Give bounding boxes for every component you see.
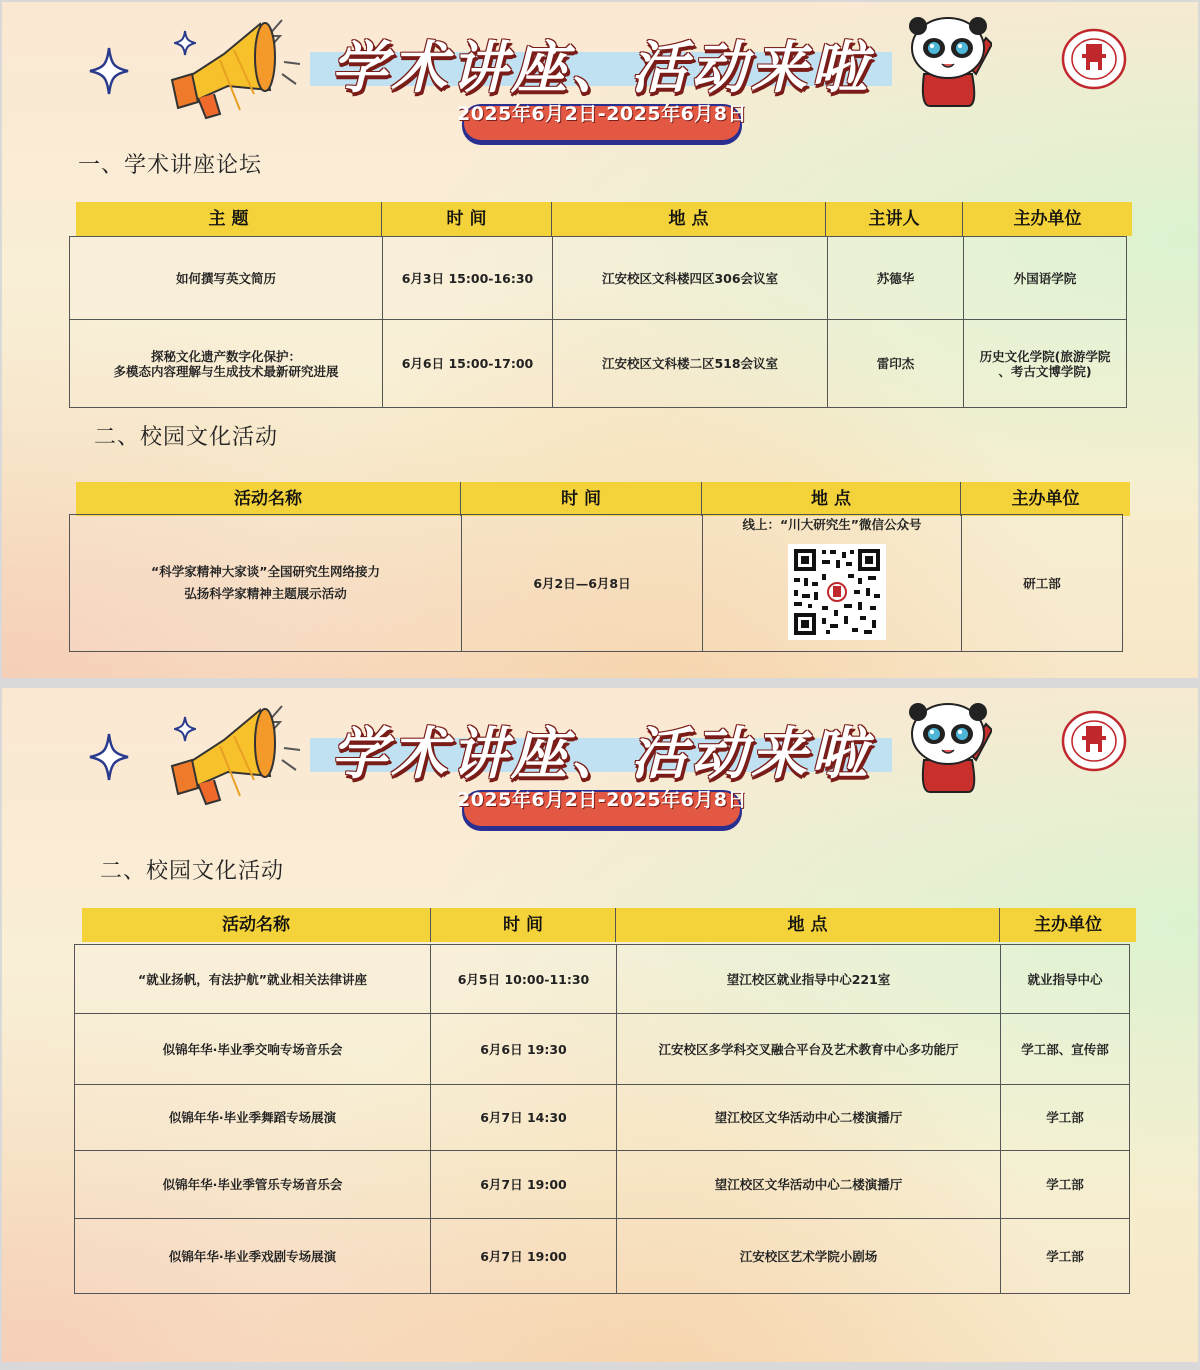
poster-page-2 [2, 688, 1198, 1362]
header-time: 时 间 [382, 202, 552, 236]
activity-place-text: 线上：“川大研究生”微信公众号 [742, 517, 922, 532]
header-time: 时 间 [461, 482, 702, 516]
megaphone-icon [164, 14, 302, 126]
table-row-1-time: 6月3日 15:00-16:30 [383, 237, 553, 320]
page-title: 学术讲座、活动来啦 [331, 35, 871, 101]
header-speaker: 主讲人 [826, 202, 963, 236]
activity-time: 6月2日—6月8日 [462, 515, 703, 651]
header-host: 主办单位 [1011, 489, 1080, 509]
table-row-2-name: 似锦年华·毕业季交响专场音乐会 [75, 1014, 431, 1085]
table-row-4-time: 6月7日 19:00 [431, 1151, 617, 1219]
header-place: 地 点 [552, 202, 826, 236]
poster-page-1 [2, 2, 1198, 678]
lecture-table-header [76, 202, 1132, 236]
activity-table-header [82, 908, 1136, 942]
table-row-3-host: 学工部 [1001, 1085, 1129, 1151]
megaphone-icon [164, 700, 302, 812]
activity-table-body [69, 514, 1123, 652]
qr-code-icon[interactable] [788, 544, 886, 640]
date-range: 2025年6月2日-2025年6月8日 [456, 103, 748, 125]
table-row-2-speaker: 雷印杰 [828, 320, 964, 407]
table-row-1-place: 江安校区文科楼四区306会议室 [553, 237, 828, 320]
header-place: 地 点 [702, 482, 961, 516]
table-row-2-place: 江安校区文科楼二区518会议室 [553, 320, 828, 407]
header-time: 时 间 [431, 908, 616, 942]
section-title-lectures: 一、学术讲座论坛 [78, 153, 263, 178]
table-row-4-name: 似锦年华·毕业季管乐专场音乐会 [75, 1151, 431, 1219]
table-row-1-time: 6月5日 10:00-11:30 [431, 945, 617, 1014]
activity-name-line-1: “科学家精神大家谈”全国研究生网络接力 [151, 564, 380, 579]
page-title: 学术讲座、活动来啦 [331, 721, 871, 787]
table-row-2-topic [70, 320, 383, 407]
lecture-table-body [69, 236, 1127, 408]
table-row-1-speaker: 苏德华 [828, 237, 964, 320]
table-row-2-time: 6月6日 15:00-17:00 [383, 320, 553, 407]
panda-mascot-icon [906, 700, 992, 796]
table-row-5-host: 学工部 [1046, 1248, 1084, 1264]
university-seal-icon [1060, 28, 1128, 90]
table-row-5-name: 似锦年华·毕业季戏剧专场展演 [75, 1219, 431, 1293]
table-row-5-time: 6月7日 19:00 [431, 1219, 617, 1293]
activity-table-body [74, 944, 1130, 1294]
header-activity-name: 活动名称 [76, 482, 461, 516]
section-title-activities: 二、校园文化活动 [94, 425, 279, 450]
table-row-2-place: 江安校区多学科交叉融合平台及艺术教育中心多功能厅 [617, 1014, 1001, 1085]
table-row-3-name: 似锦年华·毕业季舞蹈专场展演 [75, 1085, 431, 1151]
header-host: 主办单位 [1013, 209, 1082, 229]
table-row-5-place: 江安校区艺术学院小剧场 [617, 1219, 1001, 1293]
table-row-2-host: 学工部、宣传部 [1001, 1014, 1129, 1085]
table-row-4-place: 望江校区文华活动中心二楼演播厅 [617, 1151, 1001, 1219]
table-row-4-host: 学工部 [1001, 1151, 1129, 1219]
host-line-2: 、考古文博学院) [998, 363, 1092, 379]
table-row-2-host [964, 320, 1126, 407]
date-range: 2025年6月2日-2025年6月8日 [456, 789, 748, 811]
table-row-1-topic: 如何撰写英文简历 [70, 237, 383, 320]
table-row-1-place: 望江校区就业指导中心221室 [617, 945, 1001, 1014]
table-row-1-host: 就业指导中心 [1001, 945, 1129, 1014]
activity-name-line-2: 弘扬科学家精神主题展示活动 [184, 586, 347, 601]
host-line-1: 历史文化学院(旅游学院 [979, 348, 1111, 364]
section-title-activities: 二、校园文化活动 [100, 859, 285, 884]
sparkle-icon [88, 46, 130, 96]
topic-line-2: 多模态内容理解与生成技术最新研究进展 [113, 363, 339, 379]
table-row-3-time: 6月7日 14:30 [431, 1085, 617, 1151]
header-activity-name: 活动名称 [82, 908, 431, 942]
activity-host: 研工部 [1023, 575, 1061, 591]
table-row-2-time: 6月6日 19:30 [431, 1014, 617, 1085]
table-row-1-name: “就业扬帆，有法护航”就业相关法律讲座 [75, 945, 431, 1014]
activity-name [70, 515, 462, 651]
table-row-1-host: 外国语学院 [964, 237, 1126, 320]
header-place: 地 点 [616, 908, 1000, 942]
sparkle-icon [88, 732, 130, 782]
header-topic: 主 题 [76, 202, 382, 236]
panda-mascot-icon [906, 14, 992, 110]
university-seal-icon [1060, 710, 1128, 772]
topic-line-1: 探秘文化遗产数字化保护： [150, 348, 301, 364]
table-row-3-place: 望江校区文华活动中心二楼演播厅 [617, 1085, 1001, 1151]
header-host: 主办单位 [1034, 915, 1102, 935]
activity-table-header [76, 482, 1130, 516]
